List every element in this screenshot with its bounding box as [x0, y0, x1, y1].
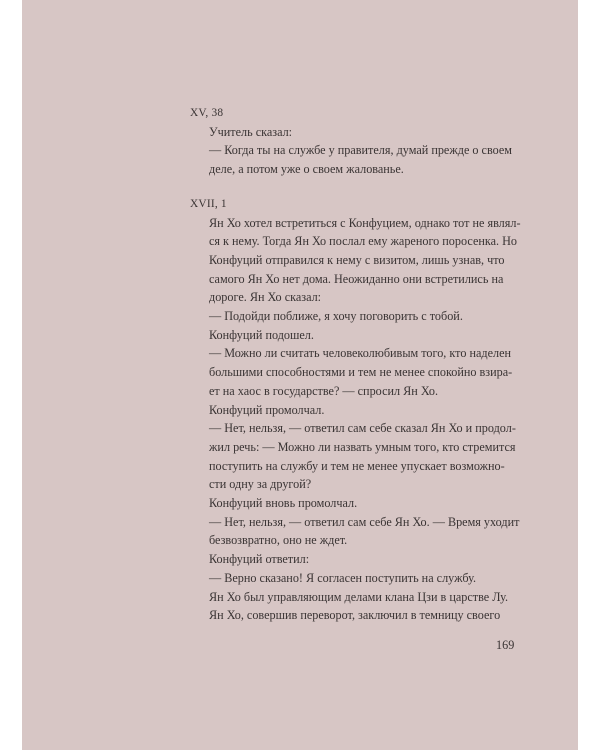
text-line: ет на хаос в государстве? — спросил Ян Хо.	[209, 383, 439, 398]
section-gap	[190, 179, 520, 195]
text-line: — Подойди поближе, я хочу поговорить с тобой.	[209, 309, 463, 324]
text-line: самого Ян Хо нет дома. Неожиданно они встретились на	[209, 271, 504, 286]
text-line: Ян Хо был управляющим делами клана Цзи в царстве Лу.	[209, 589, 509, 604]
text-line: Конфуций промолчал.	[209, 402, 325, 417]
text-line: — Когда ты на службе у правителя, думай прежде о своем	[209, 143, 513, 158]
text-line: безвозвратно, оно не ждет.	[209, 533, 348, 548]
text-line: — Нет, нельзя, — ответил сам себе Ян Хо. — Время уходит	[209, 514, 520, 529]
section-reference: XV, 38	[190, 107, 224, 119]
text-line: Ян Хо хотел встретиться с Конфуцием, однако тот не являл-	[209, 215, 521, 230]
text-line: Ян Хо, совершив переворот, заключил в темницу своего	[209, 608, 501, 623]
text-line: Конфуций вновь промолчал.	[209, 496, 358, 511]
text-line: — Нет, нельзя, — ответил сам себе сказал Ян Хо и продол-	[209, 421, 516, 436]
text-line: большими способностями и тем не менее спокойно взира-	[209, 365, 513, 380]
page-number: 169	[496, 638, 515, 652]
text-line: Конфуций ответил:	[209, 552, 310, 567]
text-line: сти одну за другой?	[209, 477, 312, 492]
text-line: Учитель сказал:	[209, 124, 293, 139]
text-line: дороге. Ян Хо сказал:	[209, 290, 322, 305]
text-line: Конфуций подошел.	[209, 327, 314, 342]
text-line: Конфуций отправился к нему с визитом, лишь узнав, что	[209, 252, 505, 267]
text-line: ся к нему. Тогда Ян Хо послал ему жареного поросенка. Но	[209, 234, 518, 249]
section-xvii-1	[190, 195, 520, 625]
text-line: деле, а потом уже о своем жалованье.	[209, 162, 404, 177]
text-line: поступить на службу и тем не менее упускает возможно-	[209, 458, 505, 473]
text-block	[190, 104, 520, 625]
section-reference: XVII, 1	[190, 197, 227, 210]
text-line: — Верно сказано! Я согласен поступить на службу.	[209, 570, 476, 585]
section-xv-38	[190, 104, 520, 179]
book-page	[22, 0, 578, 750]
text-line: — Можно ли считать человеколюбивым того, кто наделен	[209, 346, 512, 361]
text-line: жил речь: — Можно ли назвать умным того, кто стремится	[209, 439, 516, 454]
